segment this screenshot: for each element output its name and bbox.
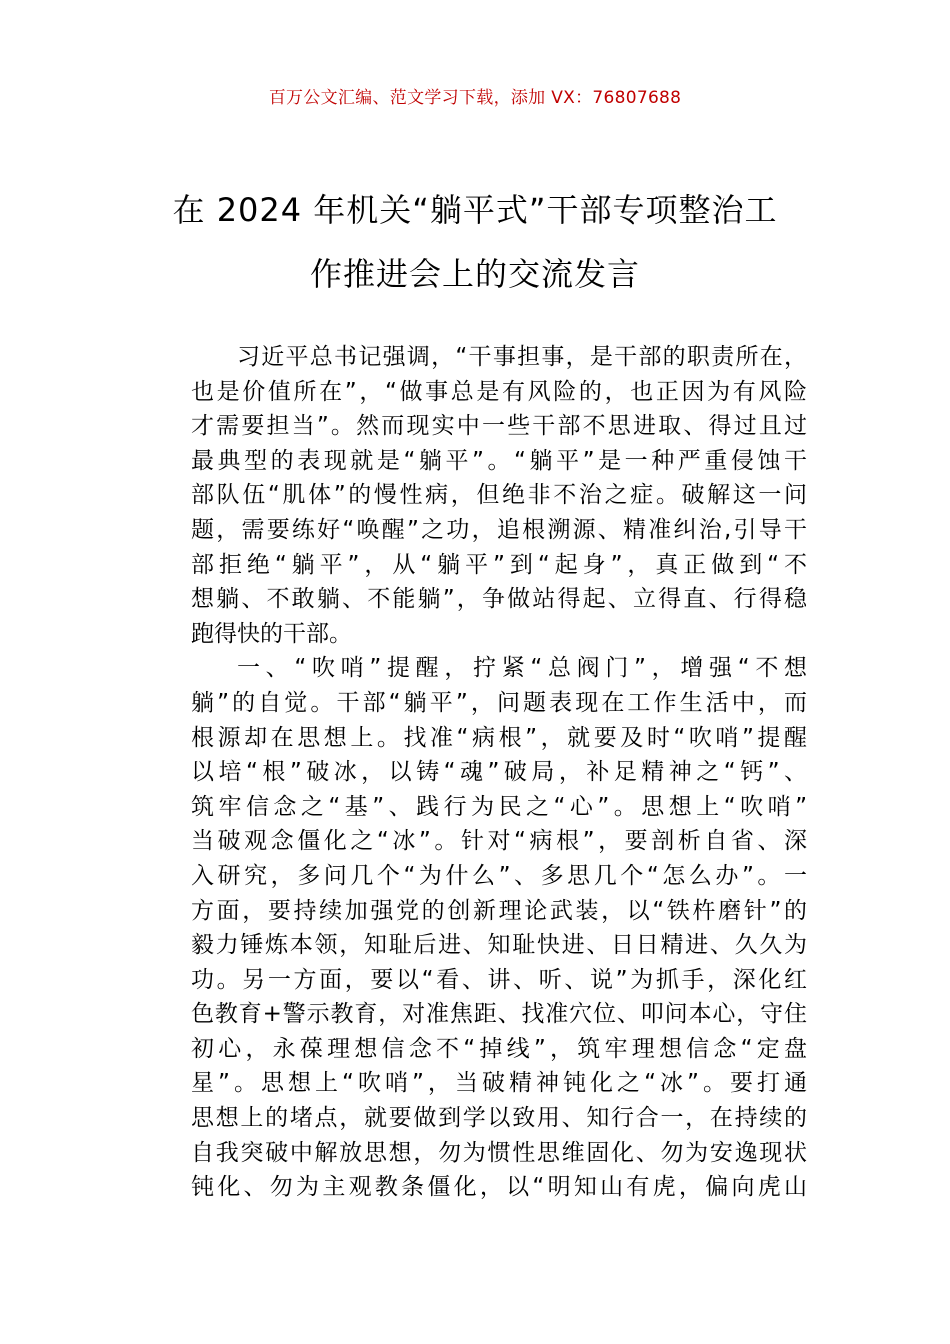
text-line: 部拒绝“躺平”，从“躺平”到“起身”，真正做到“不 bbox=[191, 551, 807, 578]
document-title bbox=[120, 178, 830, 306]
text-line: 题，需要练好“唤醒”之功，追根溯源、精准纠治,引导干 bbox=[191, 516, 807, 543]
text-line: 想躺、不敢躺、不能躺”，争做站得起、立得直、行得稳 bbox=[191, 586, 807, 613]
header-watermark-note: 百万公文汇编、范文学习下载，添加 VX：76807688 bbox=[268, 88, 682, 108]
text-line: 毅力锤炼本领，知耻后进、知耻快进、日日精进、久久为 bbox=[191, 932, 807, 959]
text-line: 一、“吹哨”提醒，拧紧“总阀门”，增强“不想 bbox=[237, 655, 807, 682]
text-line: 以培“根”破冰，以铸“魂”破局，补足精神之“钙”、 bbox=[191, 759, 807, 786]
text-line: 跑得快的干部。 bbox=[191, 620, 352, 647]
text-line: 最典型的表现就是“躺平”。“躺平”是一种严重侵蚀干 bbox=[191, 447, 807, 474]
text-line: 筑牢信念之“基”、践行为民之“心”。思想上“吹哨” bbox=[191, 793, 807, 820]
title-line: 在 2024 年机关“躺平式”干部专项整治工 bbox=[172, 191, 778, 229]
text-line: 当破观念僵化之“冰”。针对“病根”，要剖析自省、深 bbox=[191, 828, 807, 855]
text-line: 方面，要持续加强党的创新理论武装，以“铁杵磨针”的 bbox=[191, 897, 807, 924]
text-line: 星”。思想上“吹哨”，当破精神钝化之“冰”。要打通 bbox=[191, 1070, 807, 1097]
text-line: 色教育+警示教育，对准焦距、找准穴位、叩问本心，守住 bbox=[191, 1001, 807, 1028]
paragraph-section-one bbox=[145, 651, 807, 1205]
text-line: 部队伍“肌体”的慢性病，但绝非不治之症。破解这一问 bbox=[191, 482, 807, 509]
paragraph-intro bbox=[145, 340, 807, 651]
text-line: 根源却在思想上。找准“病根”，就要及时“吹哨”提醒 bbox=[191, 724, 807, 751]
text-line: 习近平总书记强调，“干事担事，是干部的职责所在， bbox=[237, 344, 807, 370]
text-line: 自我突破中解放思想，勿为惯性思维固化、勿为安逸现状 bbox=[191, 1139, 807, 1166]
title-line: 作推进会上的交流发言 bbox=[309, 255, 640, 293]
text-line: 躺”的自觉。干部“躺平”，问题表现在工作生活中，而 bbox=[191, 689, 807, 716]
text-line: 也是价值所在”，“做事总是有风险的，也正因为有风险 bbox=[191, 378, 807, 405]
text-line: 入研究，多问几个“为什么”、多思几个“怎么办”。一 bbox=[191, 862, 807, 889]
text-line: 功。另一方面，要以“看、讲、听、说”为抓手，深化红 bbox=[191, 966, 807, 993]
text-line: 思想上的堵点，就要做到学以致用、知行合一，在持续的 bbox=[191, 1105, 807, 1132]
text-line: 钝化、勿为主观教条僵化，以“明知山有虎，偏向虎山 bbox=[191, 1174, 807, 1201]
document-body bbox=[145, 340, 807, 1205]
text-line: 初心，永葆理想信念不“掉线”，筑牢理想信念“定盘 bbox=[191, 1035, 807, 1062]
text-line: 才需要担当”。然而现实中一些干部不思进取、得过且过 bbox=[191, 413, 807, 440]
